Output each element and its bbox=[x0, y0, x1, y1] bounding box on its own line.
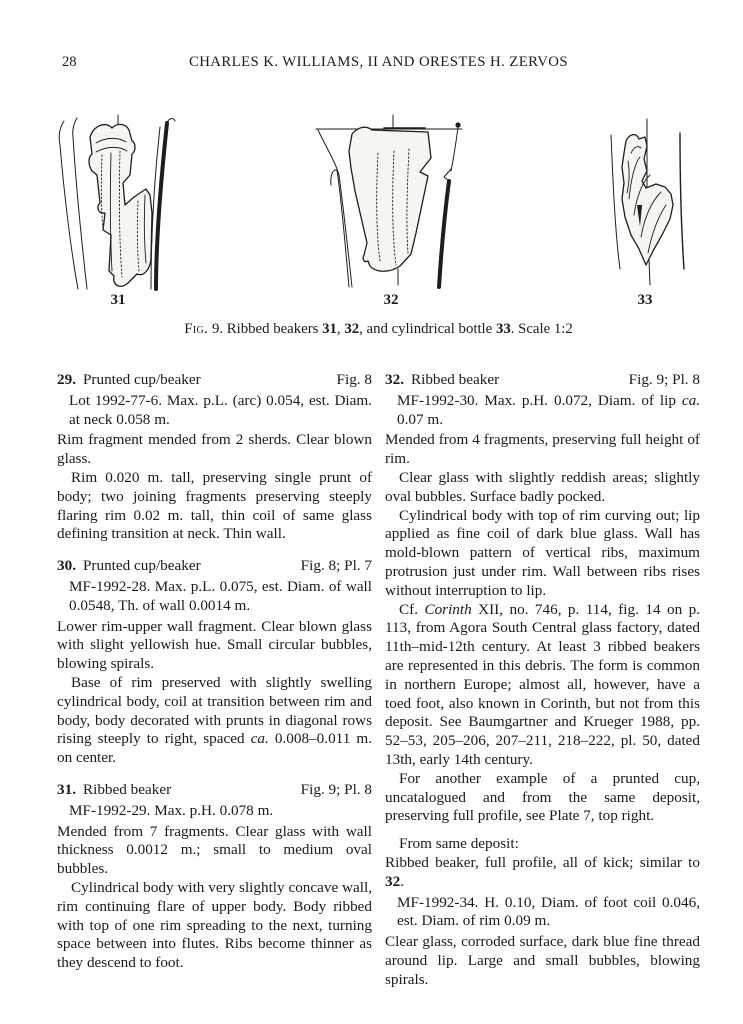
text-segment: Rim 0.020 m. tall, preserving single prunt of body; two joining fragments preserving steeply flaring rim 0.02 m. tall, thin coil of same glass defining transition at neck. Thin wall. bbox=[57, 468, 372, 543]
text-segment: Corinth bbox=[424, 600, 472, 618]
body-paragraph bbox=[385, 835, 700, 854]
text-segment: 9. Ribbed beakers bbox=[208, 321, 323, 337]
entry-figure-reference: Fig. 9; Pl. 8 bbox=[300, 780, 372, 798]
text-segment: Mended from 4 fragments, preserving full height of rim. bbox=[385, 431, 700, 468]
text-segment: Base of rim preserved with slightly swelling cylindrical body, coil at transition between rim and body, body decorated with prunts in diagonal rows rising steeply to right, spaced bbox=[57, 673, 372, 748]
text-segment: Ribbed beaker, full profile, all of kick; similar to bbox=[385, 853, 700, 871]
body-paragraph bbox=[57, 674, 372, 768]
text-segment: 33 bbox=[495, 321, 511, 337]
body-paragraph bbox=[385, 933, 700, 989]
entry-number: 32. bbox=[385, 371, 404, 388]
text-column-right bbox=[385, 371, 700, 990]
measurement-paragraph bbox=[69, 802, 372, 821]
body-paragraph bbox=[385, 469, 700, 507]
text-segment: Fig. bbox=[184, 321, 209, 337]
measurement-paragraph bbox=[69, 578, 372, 616]
figure-drawing-32 bbox=[312, 113, 470, 309]
figure-number-label: 32 bbox=[383, 292, 399, 308]
text-segment: Lot 1992-77-6. Max. p.L. (arc) 0.054, est. Diam. at neck 0.058 m. bbox=[69, 391, 372, 428]
text-segment: From same deposit: bbox=[399, 835, 519, 853]
text-column-left bbox=[57, 371, 372, 990]
catalog-entry-heading bbox=[385, 371, 700, 390]
text-segment: 0.07 m. bbox=[397, 410, 443, 428]
page-number: 28 bbox=[62, 54, 77, 70]
text-segment: XII, no. 746, p. 114, fig. 14 on p. 113, from Agora South Central glass factory, dated 11th–mid-12th century. At least 3 ribbed beakers are represented in this debris. The form is common in northern Europe; almost all, however, have a toed foot, also known in Corinth, but not from this deposit. See Baumgartner and Krueger 1988, pp. 52–53, 205–206, 207–211, 218–222, pl. 50, dated 13th, early 14th century. bbox=[385, 600, 701, 768]
entry-number: 31. bbox=[57, 780, 76, 798]
ribbed-beaker-31-drawing bbox=[52, 113, 184, 291]
text-segment: Lower rim-upper wall fragment. Clear blown glass with slight yellowish hue. Small circular bubbles, blowing spirals. bbox=[57, 617, 372, 673]
text-segment: For another example of a prunted cup, uncatalogued and from the same deposit, preserving full profile, see Plate 7, top right. bbox=[385, 769, 700, 825]
body-paragraph bbox=[385, 854, 700, 892]
text-segment: MF-1992-29. Max. p.H. 0.078 m. bbox=[69, 801, 274, 819]
measurement-paragraph bbox=[69, 392, 372, 430]
catalog-entry-heading bbox=[57, 371, 372, 390]
body-paragraph bbox=[57, 618, 372, 674]
text-segment: , bbox=[336, 321, 345, 337]
entry-number: 30. bbox=[57, 557, 76, 575]
figure-caption bbox=[57, 321, 700, 338]
figure-drawing-31 bbox=[52, 113, 184, 309]
text-segment: Cylindrical body with top of rim curving out; lip applied as fine coil of dark blue glass. Wall has mold-blown pattern of vertical ribs, maximum protrusion just under rim. Wall between ribs rises without interruption to lip. bbox=[385, 506, 700, 599]
measurement-paragraph bbox=[397, 392, 700, 430]
body-paragraph bbox=[385, 507, 700, 601]
figure-number-label: 31 bbox=[110, 292, 126, 308]
text-segment: Clear glass with slightly reddish areas; slightly oval bubbles. Surface badly pocked. bbox=[385, 468, 700, 505]
body-paragraph bbox=[57, 879, 372, 973]
entry-figure-reference: Fig. 8; Pl. 7 bbox=[300, 557, 372, 575]
text-segment: MF-1992-28. Max. p.L. 0.075, est. Diam. of wall 0.0548, Th. of wall 0.0014 m. bbox=[69, 577, 372, 614]
text-segment: Cf. bbox=[399, 600, 425, 618]
entry-title: Ribbed beaker bbox=[82, 780, 172, 798]
catalog-entry-heading bbox=[57, 557, 372, 576]
text-segment: Mended from 7 fragments. Clear glass with wall thickness 0.0012 m.; small to medium oval bubbles. bbox=[57, 822, 372, 878]
body-paragraph bbox=[385, 601, 700, 770]
running-title: CHARLES K. WILLIAMS, II AND ORESTES H. ZERVOS bbox=[188, 54, 569, 70]
text-segment: Clear glass, corroded surface, dark blue fine thread around lip. Large and small bubbles, blowing spirals. bbox=[385, 933, 700, 988]
text-segment: 32 bbox=[385, 872, 401, 890]
body-paragraph bbox=[57, 431, 372, 469]
body-paragraph bbox=[385, 770, 700, 826]
text-segment: 31 bbox=[322, 321, 337, 337]
page-header bbox=[57, 54, 700, 74]
body-paragraph bbox=[57, 823, 372, 879]
text-segment: 0.008–0.011 m. on center. bbox=[57, 730, 372, 767]
text-segment: Rim fragment mended from 2 sherds. Clear blown glass. bbox=[57, 431, 372, 468]
entry-number: 29. bbox=[57, 371, 76, 388]
text-segment: 32 bbox=[344, 321, 360, 337]
body-paragraph bbox=[385, 431, 700, 469]
cylindrical-bottle-33-drawing bbox=[600, 113, 690, 291]
body-paragraph bbox=[57, 469, 372, 544]
ribbed-beaker-32-drawing bbox=[312, 113, 470, 291]
entry-figure-reference: Fig. 8 bbox=[336, 371, 372, 388]
text-segment: ca. bbox=[250, 730, 269, 748]
text-segment: . Scale 1:2 bbox=[510, 321, 573, 337]
text-segment: . bbox=[400, 872, 404, 890]
text-segment: , and cylindrical bottle bbox=[359, 321, 496, 337]
figure-drawing-33 bbox=[600, 113, 690, 309]
measurement-paragraph bbox=[397, 894, 700, 932]
figure-9-drawings bbox=[0, 113, 743, 313]
entry-title: Prunted cup/beaker bbox=[82, 371, 201, 388]
entry-title: Ribbed beaker bbox=[410, 371, 500, 388]
text-segment: ca. bbox=[681, 391, 700, 409]
catalog-text bbox=[57, 371, 700, 990]
catalog-entry-heading bbox=[57, 781, 372, 800]
figure-number-label: 33 bbox=[637, 292, 653, 308]
entry-figure-reference: Fig. 9; Pl. 8 bbox=[628, 371, 700, 388]
entry-title: Prunted cup/beaker bbox=[82, 557, 201, 575]
text-segment: MF-1992-30. Max. p.H. 0.072, Diam. of lip bbox=[397, 391, 682, 409]
text-segment: Cylindrical body with very slightly concave wall, rim continuing flare of upper body. Body ribbed with top of one rim spreading to the next, turning space between into flutes. Ribs become thinner as they descend to foot. bbox=[57, 878, 372, 972]
text-segment: MF-1992-34. H. 0.10, Diam. of foot coil 0.046, est. Diam. of rim 0.09 m. bbox=[397, 893, 700, 930]
